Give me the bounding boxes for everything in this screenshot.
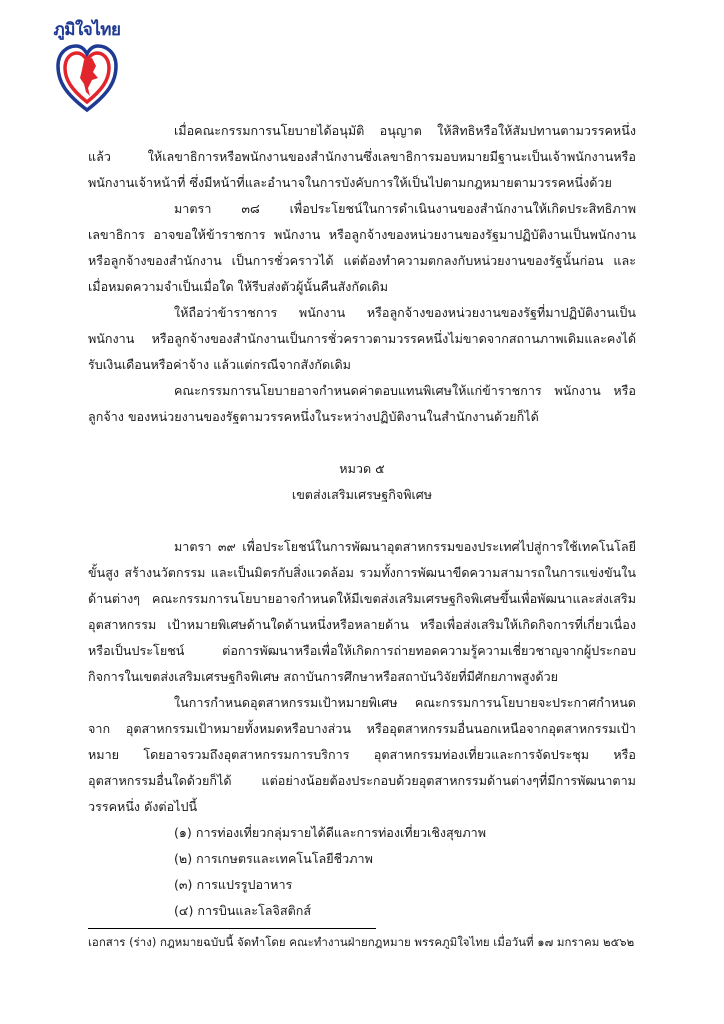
list-item: (๑) การท่องเที่ยวกลุ่มรายได้ดีและการท่องเที่ยวเชิงสุขภาพ	[174, 825, 487, 840]
party-logo	[52, 16, 122, 116]
list-item: (๒) การเกษตรและเทคโนโลยีชีวภาพ	[174, 851, 373, 866]
paragraph-1: เมื่อคณะกรรมการนโยบายได้อนุมัติ อนุญาต ให้สิทธิหรือให้สัมปทานตามวรรคหนึ่งแล้ว ให้เลขาธิการหรือพนักงานของสำนักงานซึ่งเลขาธิการมอบหมายมีฐานะเป็นเจ้าพนักงานหรือพนักงานเจ้าหน้าที่ ซึ่งมีหน้าที่และอำนาจในการบังคับการให้เป็นไปตามกฎหมายตามวรรคหนึ่งด้วย	[88, 123, 636, 190]
paragraph-section-38: มาตรา ๓๘ เพื่อประโยชน์ในการดำเนินงานของสำนักงานให้เกิดประสิทธิภาพ เลขาธิการ อาจขอให้ข้าราชการ พนักงาน หรือลูกจ้างของหน่วยงานของรัฐมาปฏิบัติงานเป็นพนักงานหรือลูกจ้างของสำนักงาน เป็นการชั่วคราวได้ แต่ต้องทำความตกลงกับหน่วยงานของรัฐนั้นก่อน และเมื่อหมดความจำเป็นเมื่อใด ให้รีบส่งตัวผู้นั้นคืนสังกัดเดิม	[88, 201, 636, 294]
document-body	[88, 118, 636, 924]
paragraph-4: คณะกรรมการนโยบายอาจกำหนดค่าตอบแทนพิเศษให้แก่ข้าราชการ พนักงาน หรือลูกจ้าง ของหน่วยงานของรัฐตามวรรคหนึ่งในระหว่างปฏิบัติงานในสำนักงานด้วยก็ได้	[88, 383, 636, 424]
paragraph-section-39: มาตรา ๓๙ เพื่อประโยชน์ในการพัฒนาอุตสาหกรรมของประเทศไปสู่การใช้เทคโนโลยีขั้นสูง สร้างนวัตกรรม และเป็นมิตรกับสิ่งแวดล้อม รวมทั้งการพัฒนาขีดความสามารถในการแข่งขันในด้านต่างๆ คณะกรรมการนโยบายอาจกำหนดให้มีเขตส่งเสริมเศรษฐกิจพิเศษขึ้นเพื่อพัฒนาและส่งเสริมอุตสาหกรรม เป้าหมายพิเศษด้านใดด้านหนึ่งหรือหลายด้าน หรือเพื่อส่งเสริมให้เกิดกิจการที่เกี่ยวเนื่องหรือเป็นประโยชน์ ต่อการพัฒนาหรือเพื่อให้เกิดการถ่ายทอดความรู้ความเชี่ยวชาญจากผู้ประกอบกิจการในเขตส่งเสริมเศรษฐกิจพิเศษ สถาบันการศึกษาหรือสถาบันวิจัยที่มีศักยภาพสูงด้วย	[88, 539, 636, 684]
heart-map-icon	[56, 42, 118, 114]
paragraph-6: ในการกำหนดอุตสาหกรรมเป้าหมายพิเศษ คณะกรรมการนโยบายจะประกาศกำหนดจาก อุตสาหกรรมเป้าหมายทั้งหมดหรือบางส่วน หรืออุตสาหกรรมอื่นนอกเหนือจากอุตสาหกรรมเป้าหมาย โดยอาจรวมถึงอุตสาหกรรมการบริการ อุตสาหกรรมท่องเที่ยวและการจัดประชุม หรืออุตสาหกรรมอื่นใดด้วยก็ได้ แต่อย่างน้อยต้องประกอบด้วยอุตสาหกรรมด้านต่างๆที่มีการพัฒนาตามวรรคหนึ่ง ดังต่อไปนี้	[88, 695, 636, 814]
list-item: (๔) การบินและโลจิสติกส์	[174, 903, 312, 918]
chapter-title: เขตส่งเสริมเศรษฐกิจพิเศษ	[291, 487, 433, 502]
list-item: (๓) การแปรรูปอาหาร	[174, 877, 293, 892]
logo-text: ภูมิใจไทย	[53, 20, 121, 40]
paragraph-3: ให้ถือว่าข้าราชการ พนักงาน หรือลูกจ้างของหน่วยงานของรัฐที่มาปฏิบัติงานเป็นพนักงาน หรือลูกจ้างของสำนักงานเป็นการชั่วคราวตามวรรคหนึ่งไม่ขาดจากสถานภาพเดิมและคงได้รับเงินเดือนหรือค่าจ้าง แล้วแต่กรณีจากสังกัดเดิม	[88, 305, 636, 372]
footnote: เอกสาร (ร่าง) กฎหมายฉบับนี้ จัดทำโดย คณะทำงานฝ่ายกฎหมาย พรรคภูมิใจไทย เมื่อวันที่ ๑๗ มกราคม ๒๕๖๒	[88, 935, 635, 949]
footnote-divider	[88, 928, 376, 929]
chapter-heading: หมวด ๕	[339, 461, 385, 476]
